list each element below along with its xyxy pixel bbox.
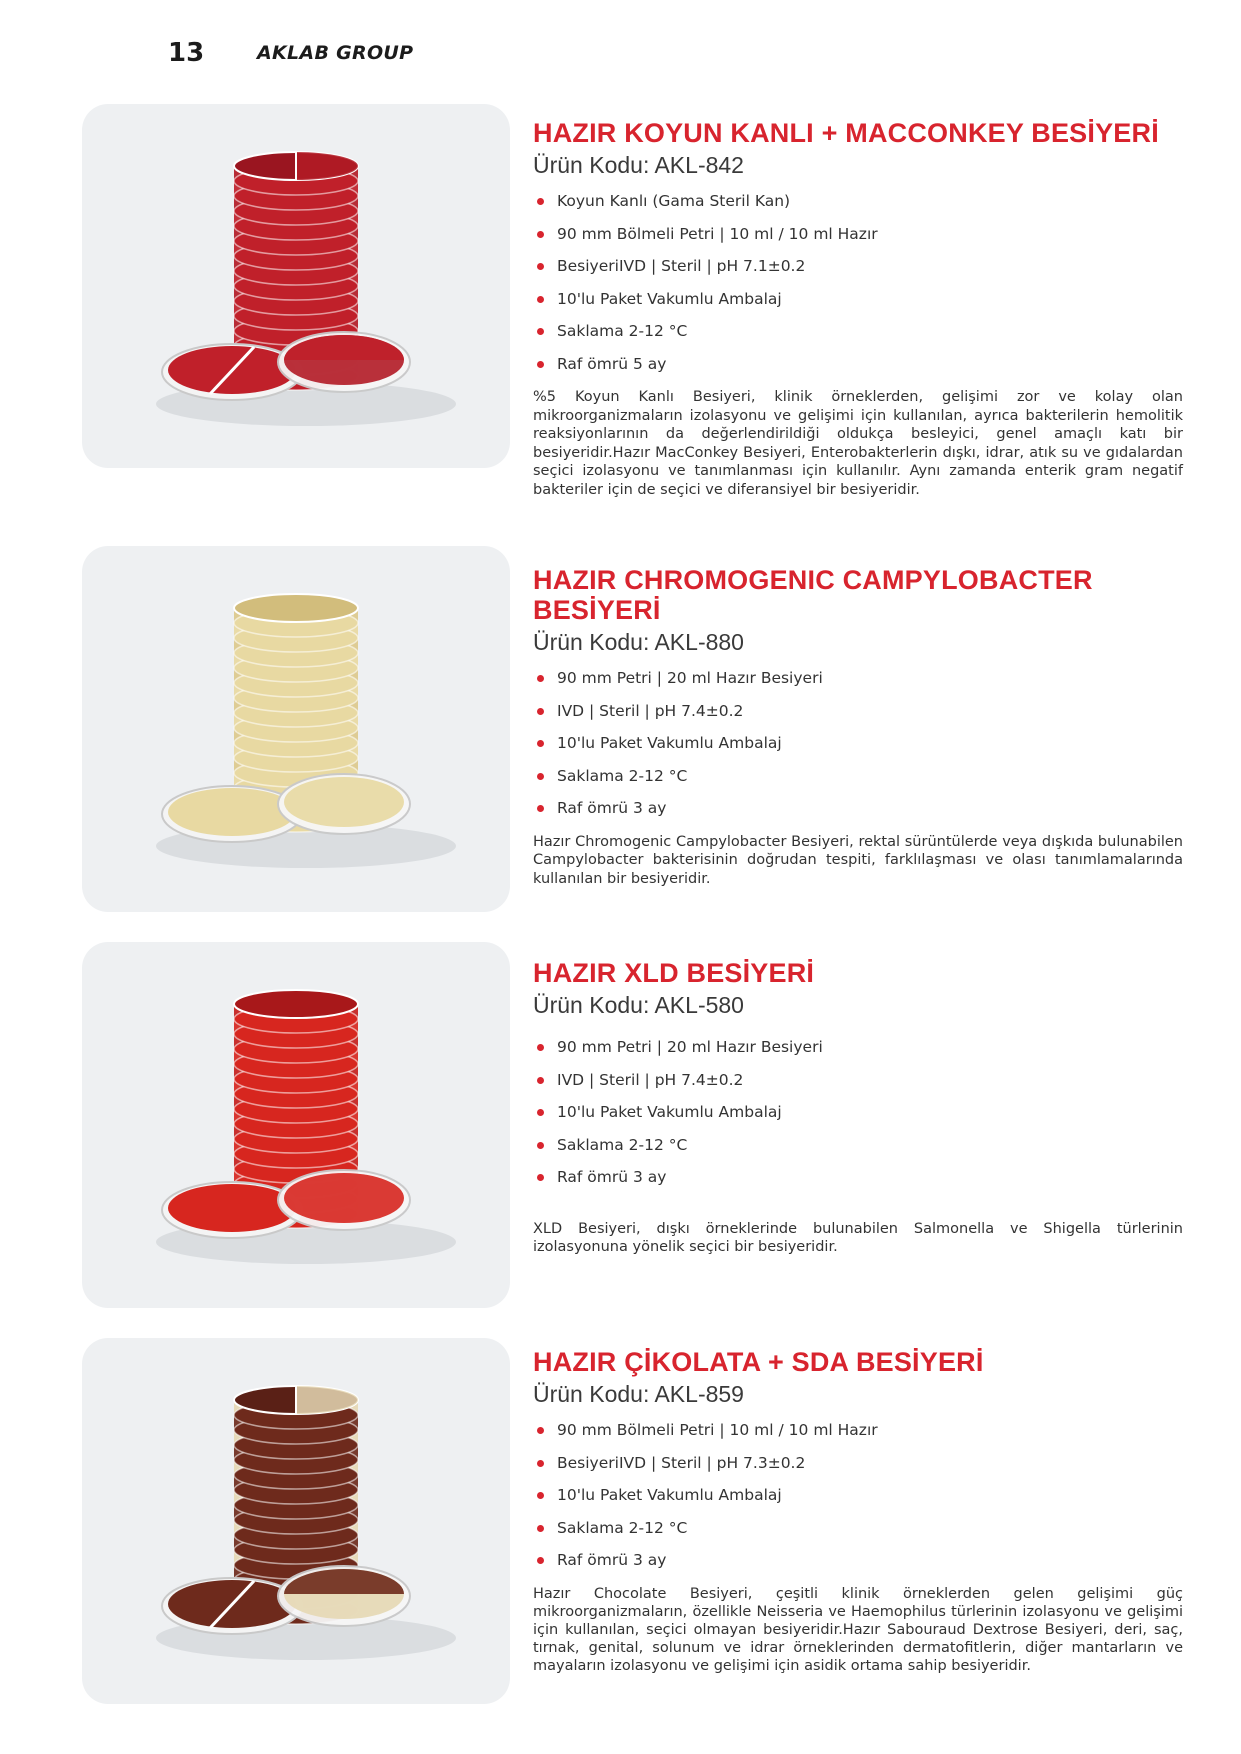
dish-lid [234,594,358,622]
spec-item: BesiyeriIVD | Steril | pH 7.3±0.2 [533,1447,1183,1480]
product-info [533,565,1183,888]
spec-item: 10'lu Paket Vakumlu Ambalaj [533,283,1183,316]
spec-item: 90 mm Bölmeli Petri | 10 ml / 10 ml Hazır [533,1414,1183,1447]
petri-dish-stack-image [82,546,510,912]
open-dish-right [278,774,410,834]
spec-item: 90 mm Petri | 20 ml Hazır Besiyeri [533,1031,1183,1064]
product-photo [82,546,510,912]
spec-list [533,1031,1183,1194]
spec-list [533,662,1183,825]
product-code: Ürün Kodu: AKL-859 [533,1381,744,1407]
spec-item: Saklama 2-12 °C [533,1512,1183,1545]
product-photo [82,942,510,1308]
spec-item: 90 mm Bölmeli Petri | 10 ml / 10 ml Hazır [533,218,1183,251]
spec-item: 10'lu Paket Vakumlu Ambalaj [533,1479,1183,1512]
product-description: %5 Koyun Kanlı Besiyeri, klinik örneklerden, gelişimi zor ve kolay olan mikroorganizmaların izolasyonu ve gelişimi için kullanılan, ayrıca bakterilerin hemolitik reaksiyonlarının da değerlendirildiği oldukça besleyici, genel amaçlı katı bir besiyeridir.Hazır MacConkey Besiyeri, Enterobakterlerin dışkı, idrar, atık su ve gıdalardan seçici izolasyonu ve tanımlanması için kullanılır. Aynı zamanda enterik gram negatif bakteriler için de seçici ve diferansiyel bir besiyeridir. [533,389,1183,498]
spec-item: BesiyeriIVD | Steril | pH 7.1±0.2 [533,250,1183,283]
spec-item: IVD | Steril | pH 7.4±0.2 [533,695,1183,728]
spec-item: 10'lu Paket Vakumlu Ambalaj [533,727,1183,760]
product-description: Hazır Chocolate Besiyeri, çeşitli klinik örneklerden gelen gelişimi güç mikroorganizmaların, özellikle Neisseria ve Haemophilus türlerinin izolasyonu ve gelişimi için kullanılan, seçici olmayan besiyeridir.Hazır Sabouraud Dextrose Besiyeri, deri, saç, tırnak, genital, solunum ve idrar örneklerinden dermatofitlerin, diğer mantarların ve mayaların izolasyonu ve gelişimi için asidik ortama sahip besiyeridir. [533,1585,1183,1674]
product-code: Ürün Kodu: AKL-580 [533,992,744,1018]
spec-item: Raf ömrü 3 ay [533,1544,1183,1577]
dish-lid [234,990,358,1018]
open-dish-right [278,332,410,392]
brand-name: AKLAB GROUP [257,42,414,64]
product-title: HAZIR KOYUN KANLI + MACCONKEY BESİYERİ [533,118,1159,148]
spec-item: Saklama 2-12 °C [533,1129,1183,1162]
open-dish-right [278,1566,410,1626]
product-info [533,1347,1183,1675]
product-photo [82,1338,510,1704]
product-code: Ürün Kodu: AKL-842 [533,152,744,178]
page-number: 13 [168,38,205,68]
spec-item: Raf ömrü 5 ay [533,348,1183,381]
petri-dish-stack-image [82,942,510,1308]
product-title: HAZIR ÇİKOLATA + SDA BESİYERİ [533,1347,984,1377]
spec-list [533,185,1183,380]
spec-item: Saklama 2-12 °C [533,315,1183,348]
spec-list [533,1414,1183,1577]
spec-item: Saklama 2-12 °C [533,760,1183,793]
product-info [533,958,1183,1257]
product-title: HAZIR CHROMOGENIC CAMPYLOBACTER BESİYERİ [533,565,1093,625]
product-title: HAZIR XLD BESİYERİ [533,958,815,988]
product-photo [82,104,510,468]
product-code: Ürün Kodu: AKL-880 [533,629,744,655]
product-description: XLD Besiyeri, dışkı örneklerinde bulunabilen Salmonella ve Shigella türlerinin izolasyonuna yönelik seçici bir besiyeridir. [533,1220,1183,1255]
spec-item: 90 mm Petri | 20 ml Hazır Besiyeri [533,662,1183,695]
spec-item: IVD | Steril | pH 7.4±0.2 [533,1064,1183,1097]
spec-item: 10'lu Paket Vakumlu Ambalaj [533,1096,1183,1129]
petri-dish-stack-image [82,104,510,468]
product-description: Hazır Chromogenic Campylobacter Besiyeri, rektal sürüntülerde veya dışkıda bulunabilen Campylobacter bakterisinin doğrudan tespiti, farklılaşması ve olası tanımlamalarında kullanılan bir besiyeridir. [533,833,1183,887]
spec-item: Koyun Kanlı (Gama Steril Kan) [533,185,1183,218]
petri-dish-stack-image [82,1338,510,1704]
product-info [533,118,1183,499]
spec-item: Raf ömrü 3 ay [533,1161,1183,1194]
open-dish-right [278,1170,410,1230]
spec-item: Raf ömrü 3 ay [533,792,1183,825]
